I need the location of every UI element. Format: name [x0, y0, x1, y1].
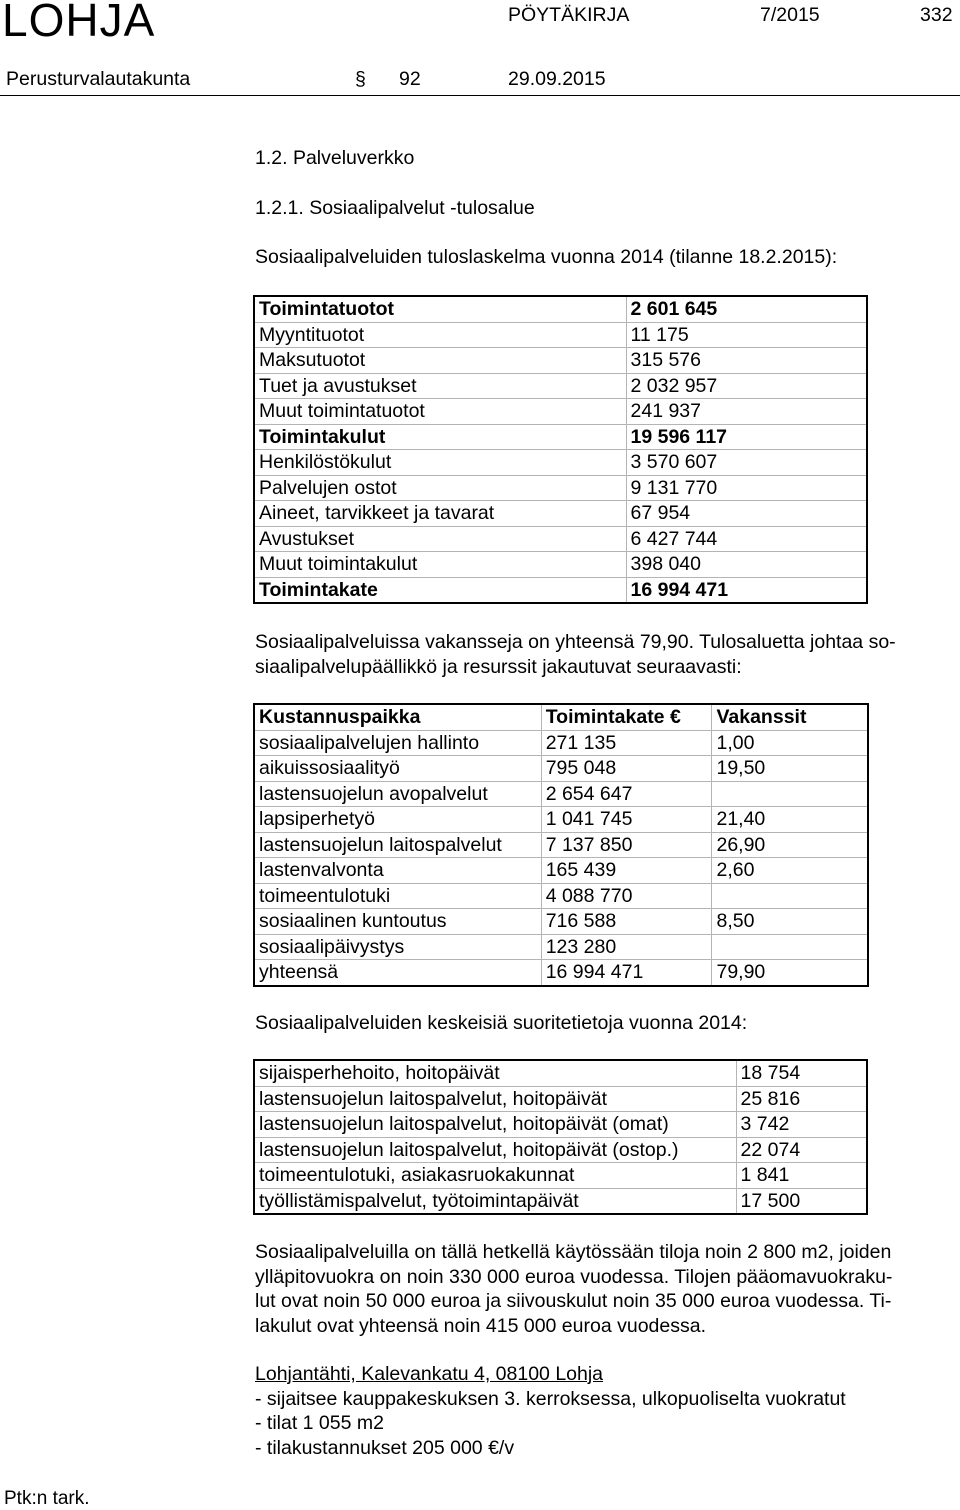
performance-row: [255, 1061, 867, 1087]
cost-center-cell: sosiaalipäivystys: [255, 934, 542, 960]
location-detail-line: - tilat 1 055 m2: [255, 1412, 384, 1434]
income-label: Palvelujen ostot: [255, 475, 627, 501]
income-label: Avustukset: [255, 526, 627, 552]
income-value: 2 032 957: [626, 373, 867, 399]
vacancies-cell: [712, 781, 868, 807]
meeting-date: 29.09.2015: [508, 68, 606, 90]
page-number: 332: [920, 4, 953, 26]
header-toimintakate: Toimintakate €: [541, 705, 712, 731]
location-block: [255, 1362, 955, 1460]
performance-value: 18 754: [736, 1061, 866, 1087]
income-label: Toimintakulut: [255, 424, 627, 450]
section-symbol: §: [355, 68, 366, 90]
income-value: 67 954: [626, 501, 867, 527]
doc-type: PÖYTÄKIRJA: [508, 4, 630, 26]
operating-margin-cell: 4 088 770: [541, 883, 712, 909]
premises-line: Sosiaalipalveluilla on tällä hetkellä käytössään tiloja noin 2 800 m2, joiden: [255, 1241, 892, 1263]
lohja-logo: LOHJA: [2, 0, 156, 46]
premises-line: lut ovat noin 50 000 euroa ja siivouskulut noin 35 000 euroa vuodessa. Ti-: [255, 1290, 892, 1312]
income-value: 3 570 607: [626, 450, 867, 476]
performance-row: [255, 1188, 867, 1214]
income-value: 16 994 471: [626, 577, 867, 603]
vacancies-cell: [712, 934, 868, 960]
footer-ptk-tark: Ptk:n tark.: [4, 1488, 90, 1509]
premises-paragraph: [255, 1240, 955, 1338]
premises-line: ylläpitovuokra on noin 330 000 euroa vuodessa. Tilojen pääomavuokraku-: [255, 1265, 893, 1288]
header-divider: [0, 95, 960, 96]
performance-row: [255, 1086, 867, 1112]
cost-row: [255, 858, 868, 884]
income-row: [255, 526, 867, 552]
vacancies-cell: 79,90: [712, 960, 868, 986]
income-row: [255, 501, 867, 527]
income-label: Toimintatuotot: [255, 297, 627, 323]
income-value: 9 131 770: [626, 475, 867, 501]
income-label: Aineet, tarvikkeet ja tavarat: [255, 501, 627, 527]
cost-row: [255, 832, 868, 858]
operating-margin-cell: 1 041 745: [541, 807, 712, 833]
performance-value: 17 500: [736, 1188, 866, 1214]
income-row: [255, 552, 867, 578]
income-intro: Sosiaalipalveluiden tuloslaskelma vuonna 2014 (tilanne 18.2.2015):: [255, 246, 838, 268]
cost-center-cell: lapsiperhetyö: [255, 807, 542, 833]
income-label: Tuet ja avustukset: [255, 373, 627, 399]
header-kustannuspaikka: Kustannuspaikka: [255, 705, 542, 731]
income-row: [255, 424, 867, 450]
income-row: [255, 322, 867, 348]
committee-name: Perusturvalautakunta: [6, 68, 191, 90]
operating-margin-cell: 123 280: [541, 934, 712, 960]
income-row: [255, 475, 867, 501]
performance-value: 22 074: [736, 1137, 866, 1163]
income-label: Maksutuotot: [255, 348, 627, 374]
cost-center-cell: yhteensä: [255, 960, 542, 986]
cost-row: [255, 960, 868, 986]
cost-row: [255, 934, 868, 960]
income-label: Muut toimintakulut: [255, 552, 627, 578]
cost-row: [255, 756, 868, 782]
cost-row: [255, 909, 868, 935]
header-vakanssit: Vakanssit: [712, 705, 868, 731]
performance-label: työllistämispalvelut, työtoimintapäivät: [255, 1188, 737, 1214]
income-value: 315 576: [626, 348, 867, 374]
cost-center-table: [254, 704, 868, 986]
vacancy-line-2: siaalipalvelupäällikkö ja resurssit jakautuvat seuraavasti:: [255, 655, 742, 678]
performance-row: [255, 1163, 867, 1189]
performance-label: sijaisperhehoito, hoitopäivät: [255, 1061, 737, 1087]
cost-center-cell: lastenvalvonta: [255, 858, 542, 884]
income-value: 6 427 744: [626, 526, 867, 552]
operating-margin-cell: 716 588: [541, 909, 712, 935]
premises-line: lakulut ovat yhteensä noin 415 000 euroa vuodessa.: [255, 1314, 706, 1337]
location-title: Lohjantähti, Kalevankatu 4, 08100 Lohja: [255, 1363, 604, 1385]
cost-center-cell: lastensuojelun laitospalvelut: [255, 832, 542, 858]
performance-intro: Sosiaalipalveluiden keskeisiä suoritetietoja vuonna 2014:: [255, 1012, 748, 1034]
operating-margin-cell: 165 439: [541, 858, 712, 884]
vacancies-cell: 26,90: [712, 832, 868, 858]
cost-center-cell: lastensuojelun avopalvelut: [255, 781, 542, 807]
performance-label: toimeentulotuki, asiakasruokakunnat: [255, 1163, 737, 1189]
doc-number: 7/2015: [760, 4, 820, 26]
performance-label: lastensuojelun laitospalvelut, hoitopäivät (omat): [255, 1112, 737, 1138]
performance-label: lastensuojelun laitospalvelut, hoitopäivät: [255, 1086, 737, 1112]
cost-row: [255, 781, 868, 807]
vacancies-cell: 21,40: [712, 807, 868, 833]
income-row: [255, 373, 867, 399]
cost-row: [255, 730, 868, 756]
income-label: Toimintakate: [255, 577, 627, 603]
cost-row: [255, 883, 868, 909]
vacancies-cell: 8,50: [712, 909, 868, 935]
cost-row: [255, 807, 868, 833]
vacancy-paragraph: [255, 630, 955, 679]
income-row: [255, 348, 867, 374]
performance-value: 3 742: [736, 1112, 866, 1138]
vacancies-cell: [712, 883, 868, 909]
location-detail-line: - sijaitsee kauppakeskuksen 3. kerroksessa, ulkopuoliselta vuokratut: [255, 1387, 846, 1410]
section-number: 92: [399, 68, 421, 90]
performance-value: 25 816: [736, 1086, 866, 1112]
vacancy-line-1: Sosiaalipalveluissa vakansseja on yhteensä 79,90. Tulosaluetta johtaa so-: [255, 631, 896, 653]
operating-margin-cell: 7 137 850: [541, 832, 712, 858]
cost-center-cell: toimeentulotuki: [255, 883, 542, 909]
income-value: 19 596 117: [626, 424, 867, 450]
income-row: [255, 577, 867, 603]
income-row: [255, 399, 867, 425]
cost-center-cell: sosiaalipalvelujen hallinto: [255, 730, 542, 756]
performance-row: [255, 1112, 867, 1138]
operating-margin-cell: 795 048: [541, 756, 712, 782]
heading-sosiaalipalvelut: 1.2.1. Sosiaalipalvelut -tulosalue: [255, 197, 535, 219]
income-label: Henkilöstökulut: [255, 450, 627, 476]
income-value: 398 040: [626, 552, 867, 578]
income-row: [255, 450, 867, 476]
performance-row: [255, 1137, 867, 1163]
vacancies-cell: 19,50: [712, 756, 868, 782]
performance-table: [254, 1060, 867, 1214]
income-value: 241 937: [626, 399, 867, 425]
income-statement-table: [254, 296, 867, 603]
vacancies-cell: 2,60: [712, 858, 868, 884]
vacancies-cell: 1,00: [712, 730, 868, 756]
income-value: 2 601 645: [626, 297, 867, 323]
operating-margin-cell: 2 654 647: [541, 781, 712, 807]
income-value: 11 175: [626, 322, 867, 348]
cost-center-cell: sosiaalinen kuntoutus: [255, 909, 542, 935]
income-row: [255, 297, 867, 323]
performance-value: 1 841: [736, 1163, 866, 1189]
operating-margin-cell: 271 135: [541, 730, 712, 756]
performance-label: lastensuojelun laitospalvelut, hoitopäivät (ostop.): [255, 1137, 737, 1163]
heading-palveluverkko: 1.2. Palveluverkko: [255, 147, 415, 169]
cost-center-cell: aikuissosiaalityö: [255, 756, 542, 782]
income-label: Muut toimintatuotot: [255, 399, 627, 425]
cost-table-header-row: [255, 705, 868, 731]
location-detail-line: - tilakustannukset 205 000 €/v: [255, 1436, 515, 1459]
operating-margin-cell: 16 994 471: [541, 960, 712, 986]
income-label: Myyntituotot: [255, 322, 627, 348]
